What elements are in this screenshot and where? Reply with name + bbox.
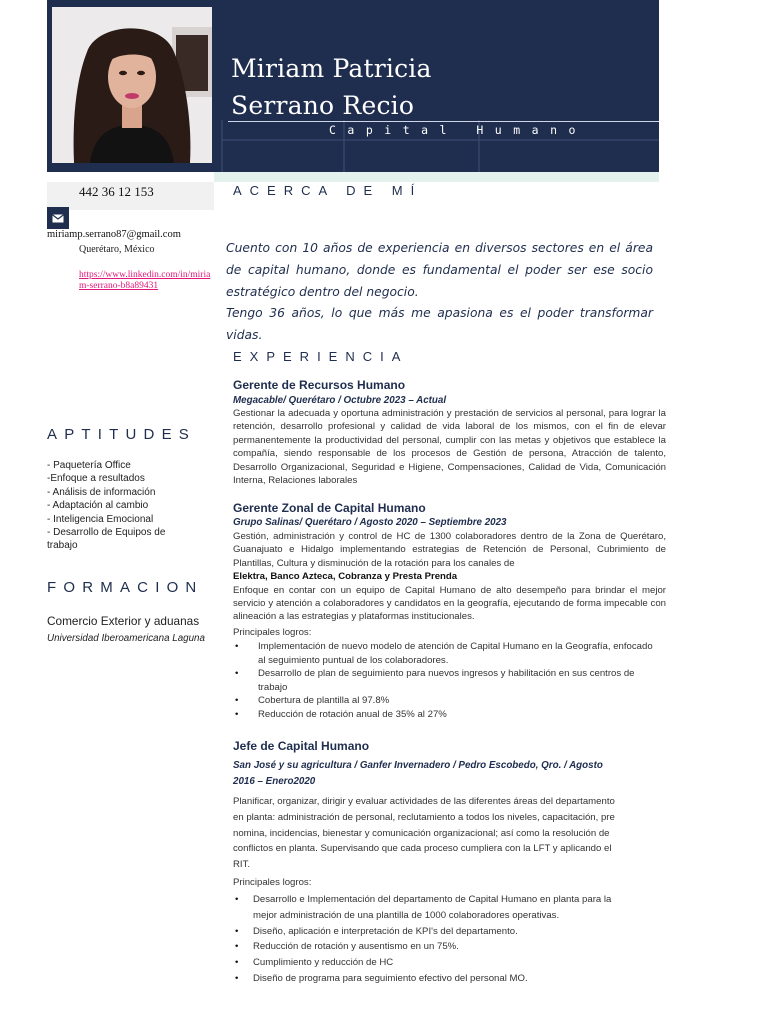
achievements-list — [233, 640, 666, 721]
job-description: Gestionar la adecuada y oportuna administración y prestación de servicios al personal, para lograr la retención, desarrollo profesional y calidad de vida laboral de los mismos, con el fin de elevar permanentemente la productividad del personal, cumplir con las metas y objetivos que establece la compañía, siendo responsable de los procesos de Gestión de persona, Atracción de talento, Desarrollo Organizacional, Seguridad e Higiene, Compensaciones, Calidad de Vida, Comunicación Interna, Relaciones laborales — [233, 408, 666, 487]
about-text — [226, 238, 653, 347]
achievement-item: • Reducción de rotación y ausentismo en un 75%. — [233, 939, 623, 955]
education-degree: Comercio Exterior y aduanas — [47, 614, 200, 628]
experience-heading: EXPERIENCIA — [233, 349, 409, 364]
name-line-2: Serrano Recio — [231, 91, 415, 120]
job-description-block — [233, 530, 666, 624]
job-description-2: Enfoque en contar con un equipo de Capital Humano de alto desempeño para brindar el mejor servicio y atención a colaboradores y candidatos en la geografía, ejecutando de forma impecable con alineación a las estrategias y plataformas institucionales. — [233, 584, 666, 623]
skill-item: - Análisis de información — [47, 486, 156, 498]
skill-item: - Paquetería Office — [47, 460, 131, 471]
achievements-label: Principales logros: — [233, 627, 312, 638]
envelope-icon — [47, 207, 69, 229]
name-divider — [228, 121, 659, 122]
header-accent-strip — [214, 172, 659, 182]
linkedin-link[interactable]: https://www.linkedin.com/in/miriam-serrano-b8a89431 — [79, 270, 211, 291]
location: Querétaro, México — [79, 244, 155, 255]
job-title: Jefe de Capital Humano — [233, 739, 370, 753]
job-title: Gerente Zonal de Capital Humano — [233, 501, 426, 515]
education-heading: FORMACION — [47, 579, 204, 596]
about-paragraph-1: Cuento con 10 años de experiencia en diversos sectores en el área de capital humano, donde es fundamental el poder ser ese socio estratégico dentro del negocio. — [226, 241, 653, 299]
achievements-label: Principales logros: — [233, 877, 312, 888]
job-brands: Elektra, Banco Azteca, Cobranza y Presta Prenda — [233, 571, 458, 583]
achievement-item: • Diseño, aplicación e interpretación de KPI's del departamento. — [233, 924, 623, 940]
skills-heading: APTITUDES — [47, 426, 196, 443]
email-address: miriamp.serrano87@gmail.com — [47, 229, 181, 240]
skill-item: - Desarrollo de Equipos de trabajo — [47, 527, 166, 552]
job-company: San José y su agricultura / Ganfer Invernadero / Pedro Escobedo, Qro. / Agosto 2016 – Enero2020 — [233, 760, 603, 787]
achievement-item: • Desarrollo e Implementación del departamento de Capital Humano en planta para la mejor administración de una plantilla de 1000 colaboradores operativas. — [233, 892, 623, 924]
achievement-item: • Desarrollo de plan de seguimiento para nuevos ingresos y habilitación en sus centros de trabajo — [233, 667, 653, 694]
skill-item: - Adaptación al cambio — [47, 500, 149, 512]
achievement-item: • Implementación de nuevo modelo de atención de Capital Humano en la Geografía, enfocado al seguimiento puntual de los colaboradores. — [233, 640, 653, 667]
skill-item: - Inteligencia Emocional — [47, 513, 154, 525]
skill-item: -Enfoque a resultados — [47, 473, 145, 485]
achievements-list — [233, 892, 633, 987]
job-description: Planificar, organizar, dirigir y evaluar actividades de las diferentes áreas del departamento en planta: administración de personal, reclutamiento a todos los niveles, capacitación, pre nomina, incidencias, bienestar y comunicación organizacional; así como la resolución de conflictos en planta. Supervisando que cada proceso cumpliera con la LFT y aplicando el RIT. — [233, 796, 615, 871]
job-title: Gerente de Recursos Humano — [233, 378, 406, 392]
job-company: Grupo Salinas/ Querétaro / Agosto 2020 – Septiembre 2023 — [233, 517, 507, 528]
name-line-1: Miriam Patricia — [231, 54, 432, 83]
about-heading: ACERCA DE MÍ — [233, 183, 423, 198]
achievement-item: • Cumplimiento y reducción de HC — [233, 955, 623, 971]
skills-list — [47, 459, 217, 553]
about-paragraph-2: Tengo 36 años, lo que más me apasiona es el poder transformar vidas. — [226, 306, 653, 343]
profile-name — [231, 50, 432, 124]
achievement-item: • Diseño de programa para seguimiento efectivo del personal MO. — [233, 971, 623, 987]
phone-number: 442 36 12 153 — [79, 184, 154, 199]
profile-photo — [52, 7, 212, 163]
education-school: Universidad Iberoamericana Laguna — [47, 633, 205, 644]
achievement-item: • Cobertura de plantilla al 97.8% — [233, 694, 666, 708]
job-company: Megacable/ Querétaro / Octubre 2023 – Actual — [233, 395, 447, 406]
job-description: Gestión, administración y control de HC de 1300 colaboradores dentro de la Zona de Querétaro, Guanajuato e Hidalgo implementando estrategias de Retención de Personal, Cubrimiento de Plantillas, Cultura y disminución de la rotación para los canales de — [233, 531, 666, 569]
profile-title: Capital Humano — [329, 123, 587, 137]
achievement-item: • Reducción de rotación anual de 35% al 27% — [233, 708, 666, 722]
